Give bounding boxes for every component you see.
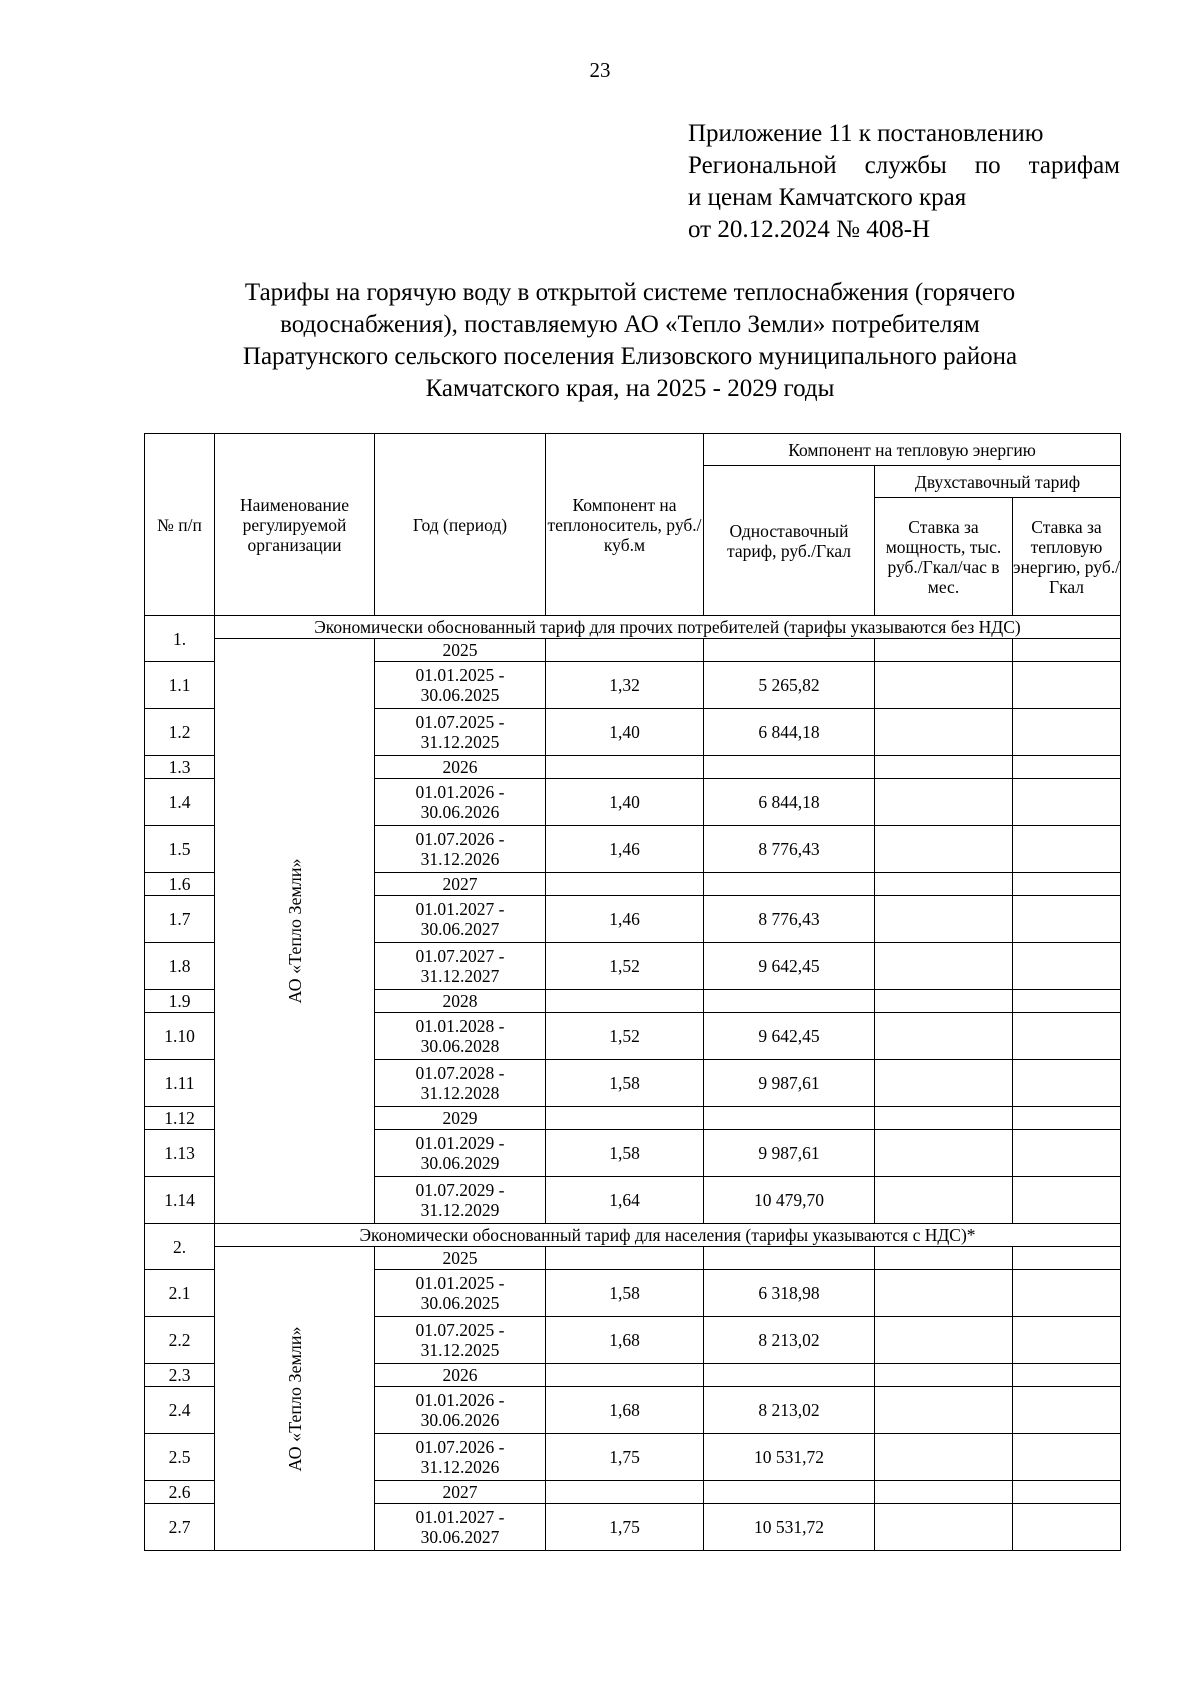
period-range	[375, 1504, 546, 1551]
capacity-rate-value	[875, 990, 1013, 1013]
period-start: 01.07.2025 -	[415, 712, 505, 732]
capacity-rate-value	[875, 873, 1013, 896]
carrier-value	[546, 756, 704, 779]
carrier-value	[546, 1107, 704, 1130]
row-number: 1.6	[145, 873, 215, 896]
single-rate-value: 9 642,45	[704, 1013, 875, 1060]
row-number: 1.9	[145, 990, 215, 1013]
capacity-rate-value	[875, 1387, 1013, 1434]
energy-rate-value	[1013, 873, 1121, 896]
energy-rate-value	[1013, 826, 1121, 873]
row-number: 1.13	[145, 1130, 215, 1177]
period-range	[375, 1270, 546, 1317]
single-rate-value: 9 987,61	[704, 1060, 875, 1107]
carrier-value: 1,46	[546, 896, 704, 943]
appendix-line: Региональной службы по тарифам	[688, 152, 1120, 179]
carrier-value: 1,64	[546, 1177, 704, 1224]
section-number: 2.	[145, 1224, 215, 1270]
energy-rate-value	[1013, 1434, 1121, 1481]
period-year: 2025	[375, 639, 546, 662]
period-end: 30.06.2026	[420, 802, 500, 822]
row-number: 1.8	[145, 943, 215, 990]
table-row	[145, 639, 1121, 662]
row-number: 1.14	[145, 1177, 215, 1224]
period-range	[375, 1130, 546, 1177]
row-number: 2.4	[145, 1387, 215, 1434]
single-rate-value	[704, 756, 875, 779]
energy-rate-value	[1013, 639, 1121, 662]
capacity-rate-value	[875, 1364, 1013, 1387]
title-line: Паратунского сельского поселения Елизовского муниципального района	[242, 343, 1018, 370]
period-end: 31.12.2025	[420, 732, 500, 752]
energy-rate-value	[1013, 1317, 1121, 1364]
period-start: 01.01.2026 -	[415, 782, 505, 802]
header-energy-rate: Ставка за тепловую энергию, руб./Гкал	[1013, 498, 1121, 616]
capacity-rate-value	[875, 1177, 1013, 1224]
single-rate-value: 5 265,82	[704, 662, 875, 709]
energy-rate-value	[1013, 756, 1121, 779]
section-label: Экономически обоснованный тариф для прочих потребителей (тарифы указываются без НДС)	[215, 616, 1121, 639]
period-end: 31.12.2029	[420, 1200, 500, 1220]
period-year: 2027	[375, 873, 546, 896]
capacity-rate-value	[875, 943, 1013, 990]
energy-rate-value	[1013, 1130, 1121, 1177]
energy-rate-value	[1013, 1504, 1121, 1551]
capacity-rate-value	[875, 1504, 1013, 1551]
title-line: водоснабжения), поставляемую АО «Тепло Земли» потребителям	[280, 311, 980, 338]
energy-rate-value	[1013, 943, 1121, 990]
capacity-rate-value	[875, 896, 1013, 943]
carrier-value: 1,46	[546, 826, 704, 873]
period-end: 31.12.2028	[420, 1083, 500, 1103]
energy-rate-value	[1013, 896, 1121, 943]
capacity-rate-value	[875, 756, 1013, 779]
period-start: 01.01.2029 -	[415, 1133, 505, 1153]
period-start: 01.01.2025 -	[415, 1273, 505, 1293]
header-org: Наименование регулируемой организации	[215, 434, 375, 616]
period-year: 2028	[375, 990, 546, 1013]
capacity-rate-value	[875, 709, 1013, 756]
single-rate-value: 10 479,70	[704, 1177, 875, 1224]
title-line: Камчатского края, на 2025 - 2029 годы	[425, 375, 835, 402]
carrier-value: 1,58	[546, 1060, 704, 1107]
single-rate-value: 8 776,43	[704, 896, 875, 943]
energy-rate-value	[1013, 1060, 1121, 1107]
appendix-line: от 20.12.2024 № 408-Н	[688, 216, 931, 243]
energy-rate-value	[1013, 1270, 1121, 1317]
capacity-rate-value	[875, 1434, 1013, 1481]
energy-rate-value	[1013, 662, 1121, 709]
period-start: 01.07.2025 -	[415, 1320, 505, 1340]
org-name: АО «Тепло Земли»	[284, 1325, 305, 1472]
single-rate-value: 9 642,45	[704, 943, 875, 990]
row-number: 1.5	[145, 826, 215, 873]
period-range	[375, 1013, 546, 1060]
period-start: 01.07.2026 -	[415, 1437, 505, 1457]
single-rate-value: 8 213,02	[704, 1317, 875, 1364]
period-year: 2027	[375, 1481, 546, 1504]
period-range	[375, 1177, 546, 1224]
carrier-value: 1,40	[546, 709, 704, 756]
header-single-rate: Одноставочный тариф, руб./Гкал	[704, 466, 875, 616]
period-end: 30.06.2025	[420, 685, 500, 705]
period-start: 01.07.2029 -	[415, 1180, 505, 1200]
section-row	[145, 1224, 1121, 1247]
period-start: 01.07.2026 -	[415, 829, 505, 849]
single-rate-value: 8 776,43	[704, 826, 875, 873]
period-range	[375, 779, 546, 826]
period-start: 01.07.2028 -	[415, 1063, 505, 1083]
period-range	[375, 1434, 546, 1481]
capacity-rate-value	[875, 1247, 1013, 1270]
carrier-value: 1,40	[546, 779, 704, 826]
carrier-value: 1,52	[546, 1013, 704, 1060]
energy-rate-value	[1013, 1481, 1121, 1504]
period-range	[375, 709, 546, 756]
carrier-value	[546, 1364, 704, 1387]
row-number: 1.10	[145, 1013, 215, 1060]
period-end: 30.06.2027	[420, 919, 500, 939]
capacity-rate-value	[875, 1060, 1013, 1107]
single-rate-value: 10 531,72	[704, 1504, 875, 1551]
period-end: 31.12.2025	[420, 1340, 500, 1360]
period-end: 31.12.2026	[420, 1457, 500, 1477]
period-range	[375, 896, 546, 943]
capacity-rate-value	[875, 1107, 1013, 1130]
single-rate-value	[704, 1481, 875, 1504]
energy-rate-value	[1013, 990, 1121, 1013]
section-label: Экономически обоснованный тариф для населения (тарифы указываются с НДС)*	[215, 1224, 1121, 1247]
single-rate-value	[704, 1247, 875, 1270]
energy-rate-value	[1013, 1177, 1121, 1224]
row-number: 1.11	[145, 1060, 215, 1107]
carrier-value: 1,68	[546, 1387, 704, 1434]
period-year: 2026	[375, 756, 546, 779]
single-rate-value: 9 987,61	[704, 1130, 875, 1177]
header-capacity-rate: Ставка за мощность, тыс. руб./Гкал/час в мес.	[875, 498, 1013, 616]
energy-rate-value	[1013, 1364, 1121, 1387]
single-rate-value: 8 213,02	[704, 1387, 875, 1434]
period-end: 30.06.2025	[420, 1293, 500, 1313]
energy-rate-value	[1013, 779, 1121, 826]
capacity-rate-value	[875, 639, 1013, 662]
row-number: 1.1	[145, 662, 215, 709]
row-number: 1.7	[145, 896, 215, 943]
carrier-value: 1,52	[546, 943, 704, 990]
tariff-table-body	[145, 616, 1121, 1551]
capacity-rate-value	[875, 662, 1013, 709]
period-range	[375, 826, 546, 873]
carrier-value: 1,75	[546, 1504, 704, 1551]
capacity-rate-value	[875, 826, 1013, 873]
row-number: 2.2	[145, 1317, 215, 1364]
capacity-rate-value	[875, 1317, 1013, 1364]
carrier-value	[546, 1247, 704, 1270]
period-start: 01.01.2027 -	[415, 1507, 505, 1527]
carrier-value: 1,75	[546, 1434, 704, 1481]
period-range	[375, 943, 546, 990]
section-number: 1.	[145, 616, 215, 662]
row-number: 1.3	[145, 756, 215, 779]
energy-rate-value	[1013, 1387, 1121, 1434]
carrier-value	[546, 639, 704, 662]
title-line: Тарифы на горячую воду в открытой системе теплоснабжения (горячего	[244, 279, 1016, 306]
single-rate-value	[704, 873, 875, 896]
period-start: 01.01.2026 -	[415, 1390, 505, 1410]
single-rate-value	[704, 1107, 875, 1130]
single-rate-value: 6 844,18	[704, 709, 875, 756]
carrier-value	[546, 1481, 704, 1504]
row-number: 2.7	[145, 1504, 215, 1551]
document-title	[120, 277, 1140, 405]
capacity-rate-value	[875, 1270, 1013, 1317]
table-row	[145, 1247, 1121, 1270]
capacity-rate-value	[875, 1013, 1013, 1060]
period-start: 01.01.2028 -	[415, 1016, 505, 1036]
row-number: 1.12	[145, 1107, 215, 1130]
single-rate-value: 6 844,18	[704, 779, 875, 826]
row-number: 1.2	[145, 709, 215, 756]
carrier-value: 1,32	[546, 662, 704, 709]
header-two-rate: Двухставочный тариф	[875, 466, 1121, 498]
period-start: 01.07.2027 -	[415, 946, 505, 966]
appendix-reference	[688, 118, 1120, 246]
period-year: 2026	[375, 1364, 546, 1387]
period-range	[375, 662, 546, 709]
header-carrier: Компонент на теплоноситель, руб./куб.м	[546, 434, 704, 616]
period-range	[375, 1060, 546, 1107]
header-num: № п/п	[145, 434, 215, 616]
capacity-rate-value	[875, 1130, 1013, 1177]
row-number: 2.1	[145, 1270, 215, 1317]
period-start: 01.01.2025 -	[415, 665, 505, 685]
header-year: Год (период)	[375, 434, 546, 616]
single-rate-value	[704, 990, 875, 1013]
header-heat-component: Компонент на тепловую энергию	[704, 434, 1121, 466]
row-number: 2.6	[145, 1481, 215, 1504]
carrier-value: 1,68	[546, 1317, 704, 1364]
period-year: 2025	[375, 1247, 546, 1270]
row-number: 1.4	[145, 779, 215, 826]
period-end: 31.12.2027	[420, 966, 500, 986]
section-row	[145, 616, 1121, 639]
carrier-value	[546, 873, 704, 896]
carrier-value: 1,58	[546, 1270, 704, 1317]
capacity-rate-value	[875, 779, 1013, 826]
energy-rate-value	[1013, 1247, 1121, 1270]
period-range	[375, 1317, 546, 1364]
carrier-value: 1,58	[546, 1130, 704, 1177]
single-rate-value	[704, 639, 875, 662]
single-rate-value: 10 531,72	[704, 1434, 875, 1481]
carrier-value	[546, 990, 704, 1013]
period-end: 30.06.2026	[420, 1410, 500, 1430]
single-rate-value: 6 318,98	[704, 1270, 875, 1317]
period-start: 01.01.2027 -	[415, 899, 505, 919]
org-name-cell	[215, 639, 375, 1224]
period-range	[375, 1387, 546, 1434]
period-end: 30.06.2027	[420, 1527, 500, 1547]
appendix-line: и ценам Камчатского края	[688, 184, 967, 211]
row-number: 2.3	[145, 1364, 215, 1387]
tariff-table	[144, 433, 1121, 1551]
org-name: АО «Тепло Земли»	[284, 858, 305, 1004]
capacity-rate-value	[875, 1481, 1013, 1504]
energy-rate-value	[1013, 1013, 1121, 1060]
page-number: 23	[589, 58, 611, 82]
appendix-line: Приложение 11 к постановлению	[688, 120, 1044, 147]
period-end: 30.06.2029	[420, 1153, 500, 1173]
period-end: 31.12.2026	[420, 849, 500, 869]
org-name-cell	[215, 1247, 375, 1551]
period-year: 2029	[375, 1107, 546, 1130]
period-end: 30.06.2028	[420, 1036, 500, 1056]
single-rate-value	[704, 1364, 875, 1387]
energy-rate-value	[1013, 1107, 1121, 1130]
energy-rate-value	[1013, 709, 1121, 756]
row-number: 2.5	[145, 1434, 215, 1481]
